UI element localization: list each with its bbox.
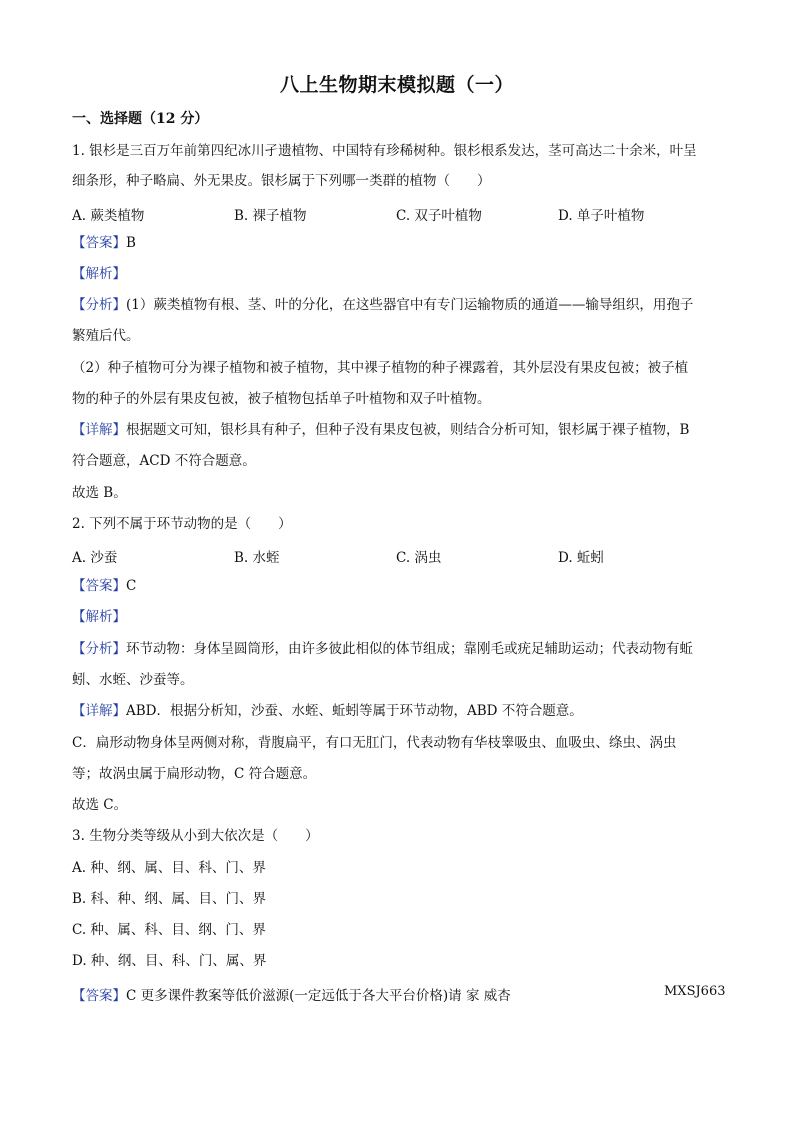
q1-fenxi-line-4: 物的种子的外层有果皮包被，被子植物包括单子叶植物和双子叶植物。	[72, 391, 491, 407]
fenxi-label: 【分析】	[72, 641, 126, 657]
footer-code: MXSJ663	[664, 984, 726, 999]
q2-jiexi-label: 【解析】	[72, 609, 126, 625]
q2-option-c: C. 涡虫	[396, 550, 442, 566]
page-title: 八上生物期末模拟题（一）	[279, 74, 514, 96]
fenxi-label: 【分析】	[72, 297, 126, 313]
q3-option-a: A. 种、纲、属、目、科、门、界	[72, 860, 266, 876]
q1-jiexi-label: 【解析】	[72, 266, 126, 282]
q2-xiangjie-line-1	[72, 702, 583, 720]
q2-fenxi-line-2: 蚓、水蛭、沙蚕等。	[72, 672, 194, 688]
fenxi-text: (1）蕨类植物有根、茎、叶的分化，在这些器官中有专门运输物质的通道——输导组织，用孢子	[126, 297, 694, 313]
q1-fenxi-line-1	[72, 296, 693, 314]
xiangjie-label: 【详解】	[72, 422, 126, 438]
answer-value: C 更多课件教案等低价滋源(一定远低于各大平台价格)请 家 威杏	[126, 988, 511, 1004]
answer-value: B	[126, 235, 136, 251]
q1-xiangjie-line-2: 符合题意，ACD 不符合题意。	[72, 453, 256, 469]
q1-option-c: C. 双子叶植物	[396, 208, 482, 224]
q1-answer	[72, 234, 136, 252]
q1-xiangjie-line-1	[72, 421, 689, 439]
q1-fenxi-line-2: 繁殖后代。	[72, 328, 140, 344]
q2-option-d: D. 蚯蚓	[558, 550, 604, 566]
answer-label: 【答案】	[72, 578, 126, 594]
q3-option-c: C. 种、属、科、目、纲、门、界	[72, 922, 266, 938]
q2-answer	[72, 577, 136, 595]
xiangjie-text: ABD．根据分析知，沙蚕、水蛭、蚯蚓等属于环节动物，ABD 不符合题意。	[126, 703, 583, 719]
q3-stem: 3. 生物分类等级从小到大依次是（ ）	[72, 828, 319, 844]
q3-answer	[72, 984, 511, 1004]
q2-xiangjie-line-3: 等；故涡虫属于扁形动物，C 符合题意。	[72, 766, 317, 782]
q3-option-b: B. 科、种、纲、属、目、门、界	[72, 891, 267, 907]
answer-value: C	[126, 578, 137, 594]
q1-stem-line-2: 细条形，种子略扁、外无果皮。银杉属于下列哪一类群的植物（ ）	[72, 173, 491, 189]
q1-fenxi-line-3: （2）种子植物可分为裸子植物和被子植物，其中裸子植物的种子裸露着，其外层没有果皮包被；被子植	[72, 360, 689, 376]
q2-conclusion: 故选 C。	[72, 797, 128, 813]
xiangjie-label: 【详解】	[72, 703, 126, 719]
q2-fenxi-line-1	[72, 640, 693, 658]
q1-option-d: D. 单子叶植物	[558, 208, 645, 224]
xiangjie-text: 根据题文可知，银杉具有种子，但种子没有果皮包被，则结合分析可知，银杉属于裸子植物，B	[126, 422, 690, 438]
q3-option-d: D. 种、纲、目、科、门、属、界	[72, 953, 267, 969]
fenxi-text: 环节动物：身体呈圆筒形，由许多彼此相似的体节组成；靠刚毛或疣足辅助运动；代表动物有蚯	[126, 641, 693, 657]
q2-xiangjie-line-2: C．扁形动物身体呈两侧对称，背腹扁平，有口无肛门，代表动物有华枝睾吸虫、血吸虫、绦虫、涡虫	[72, 735, 677, 751]
answer-label: 【答案】	[72, 988, 126, 1004]
q2-stem: 2. 下列不属于环节动物的是（ ）	[72, 516, 292, 532]
q1-conclusion: 故选 B。	[72, 485, 127, 501]
q1-option-a: A. 蕨类植物	[72, 208, 145, 224]
q1-stem-line-1: 1. 银杉是三百万年前第四纪冰川孑遗植物、中国特有珍稀树种。银杉根系发达，茎可高达二十余米，叶呈	[72, 143, 697, 159]
q2-option-b: B. 水蛭	[234, 550, 280, 566]
answer-label: 【答案】	[72, 235, 126, 251]
section-heading: 一、选择题（12 分）	[72, 111, 209, 127]
q2-option-a: A. 沙蚕	[72, 550, 118, 566]
q1-option-b: B. 裸子植物	[234, 208, 307, 224]
